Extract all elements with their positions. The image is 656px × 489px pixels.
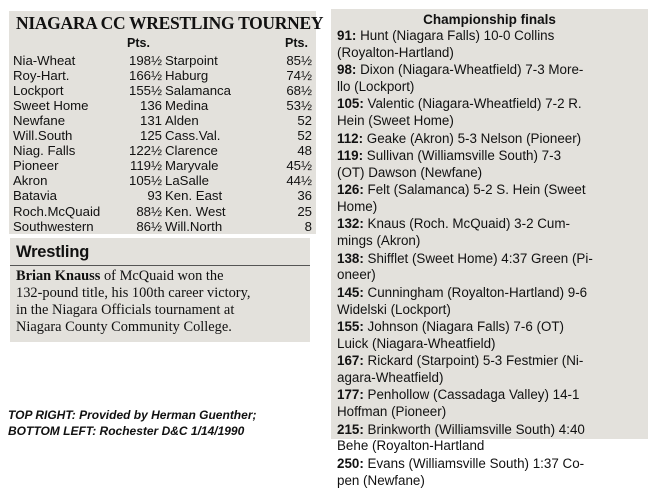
finals-entry xyxy=(337,96,647,130)
team-points: 52 xyxy=(297,113,312,129)
standings-row xyxy=(13,204,162,219)
standings-row xyxy=(165,53,312,68)
team-name: Ken. West xyxy=(165,203,226,219)
weight-class: 215: xyxy=(337,421,364,437)
finals-line xyxy=(337,251,647,268)
team-name: Maryvale xyxy=(165,158,219,174)
bout-result: Dixon (Niagara-Wheatfield) 7-3 More- xyxy=(360,62,584,78)
finals-entry xyxy=(337,28,647,62)
standings-row xyxy=(165,68,312,83)
standings-row xyxy=(13,83,162,98)
team-name: Newfane xyxy=(13,113,66,129)
team-points: 119½ xyxy=(129,158,162,174)
standings-clipping xyxy=(9,11,324,234)
team-name: Clarence xyxy=(165,143,218,159)
bout-result: Hunt (Niagara Falls) 10-0 Collins xyxy=(360,28,555,43)
standings-row xyxy=(165,128,312,143)
finals-entry xyxy=(337,285,647,319)
standings-row xyxy=(165,158,312,173)
team-points: 93 xyxy=(147,188,162,204)
finals-line: (OT) Dawson (Newfane) xyxy=(337,164,483,180)
standings-row xyxy=(165,113,312,128)
finals-entry xyxy=(337,387,647,421)
team-points: 52 xyxy=(297,128,312,144)
standings-row xyxy=(165,83,312,98)
team-name: Starpoint xyxy=(165,53,218,68)
team-points: 86½ xyxy=(136,218,162,234)
standings-row xyxy=(13,143,162,158)
pts-header-right: Pts. xyxy=(285,36,308,50)
team-name: Haburg xyxy=(165,68,209,84)
finals-line xyxy=(337,387,647,404)
standings-row xyxy=(165,98,312,113)
finals-line: pen (Newfane) xyxy=(337,472,425,488)
weight-class: 250: xyxy=(337,455,364,471)
finals-line: Hoffman (Pioneer) xyxy=(337,404,447,420)
finals-line xyxy=(337,182,647,199)
team-points: 36 xyxy=(297,188,312,204)
bout-result: Sullivan (Williamsville South) 7-3 xyxy=(366,148,562,163)
finals-entry xyxy=(337,182,647,216)
team-name: Alden xyxy=(165,113,199,129)
finals-line: (Royalton-Hartland) xyxy=(337,44,454,60)
bout-result: Valentic (Niagara-Wheatfield) 7-2 R. xyxy=(367,96,582,112)
finals-line: agara-Wheatfield) xyxy=(337,369,444,385)
team-name: Pioneer xyxy=(13,158,59,174)
team-points: 53½ xyxy=(286,98,312,114)
team-name: Akron xyxy=(13,173,48,189)
weight-class: 126: xyxy=(337,182,364,198)
note-heading: Wrestling xyxy=(16,243,90,261)
finals-line xyxy=(337,131,647,148)
finals-line xyxy=(337,422,647,439)
credit-caption xyxy=(8,407,328,439)
team-name: Roy-Hart. xyxy=(13,68,70,84)
team-points: 85½ xyxy=(286,53,312,68)
bout-result: Cunningham (Royalton-Hartland) 9-6 xyxy=(367,284,588,300)
team-points: 48 xyxy=(297,143,312,159)
finals-line: Widelski (Lockport) xyxy=(337,301,451,317)
weight-class: 112: xyxy=(337,130,364,146)
finals-entry xyxy=(337,353,647,387)
note-line: Niagara County Community College. xyxy=(16,319,232,335)
weight-class: 138: xyxy=(337,250,364,266)
finals-line: mings (Akron) xyxy=(337,233,421,249)
note-divider xyxy=(10,265,310,266)
bout-result: Knaus (Roch. McQuaid) 3-2 Cum- xyxy=(367,216,570,232)
team-name: Batavia xyxy=(13,188,57,204)
standings-row xyxy=(13,173,162,188)
team-points: 45½ xyxy=(286,158,312,174)
team-points: 155½ xyxy=(128,83,162,99)
finals-entry xyxy=(337,319,647,353)
finals-line xyxy=(337,96,647,113)
finals-entry xyxy=(337,251,647,285)
standings-row xyxy=(165,173,312,188)
standings-row xyxy=(165,204,312,219)
finals-line: llo (Lockport) xyxy=(337,78,415,94)
finals-line xyxy=(337,62,647,79)
team-name: LaSalle xyxy=(165,173,209,189)
finals-heading: Championship finals xyxy=(423,12,556,27)
team-name: Cass.Val. xyxy=(165,128,221,144)
finals-line: Home) xyxy=(337,198,378,214)
weight-class: 119: xyxy=(337,148,364,163)
finals-entry xyxy=(337,131,647,148)
finals-line xyxy=(337,319,647,336)
standings-title: NIAGARA CC WRESTLING TOURNEY xyxy=(16,13,324,33)
note-line: in the Niagara Officials tournament at xyxy=(16,302,235,318)
pts-header-left: Pts. xyxy=(127,36,150,50)
standings-row xyxy=(13,128,162,143)
finals-entry xyxy=(337,62,647,96)
team-points: 74½ xyxy=(286,68,312,84)
bout-result: Evans (Williamsville South) 1:37 Co- xyxy=(367,455,585,471)
standings-row xyxy=(13,219,162,234)
finals-line: Behe (Royalton-Hartland xyxy=(337,438,485,454)
team-points: 25 xyxy=(297,203,312,219)
standings-row xyxy=(13,98,162,113)
bout-result: Penhollow (Cassadaga Valley) 14-1 xyxy=(367,387,580,403)
bout-result: Rickard (Starpoint) 5-3 Festmier (Ni- xyxy=(367,353,584,369)
finals-entry xyxy=(337,148,647,182)
team-name: Nia-Wheat xyxy=(13,53,76,68)
standings-row xyxy=(165,143,312,158)
weight-class: 91: xyxy=(337,28,357,43)
team-points: 8 xyxy=(304,218,312,234)
standings-row xyxy=(165,188,312,203)
weight-class: 177: xyxy=(337,387,364,403)
standings-row xyxy=(13,158,162,173)
standings-row xyxy=(13,53,162,68)
team-name: Medina xyxy=(165,98,209,114)
weight-class: 145: xyxy=(337,284,364,300)
finals-line xyxy=(337,456,647,473)
team-points: 125 xyxy=(139,128,162,144)
standings-row xyxy=(165,219,312,234)
bout-result: Geake (Akron) 5-3 Nelson (Pioneer) xyxy=(366,130,582,146)
weight-class: 167: xyxy=(337,353,364,369)
team-points: 105½ xyxy=(128,173,162,189)
team-name: Southwestern xyxy=(13,218,94,234)
note-line: 132-pound title, his 100th career victory, xyxy=(16,285,251,301)
team-points: 198½ xyxy=(128,53,162,68)
team-name: Ken. East xyxy=(165,188,223,204)
finals-line xyxy=(337,285,647,302)
note-name: Brian Knauss xyxy=(16,268,101,284)
credit-line-2: BOTTOM LEFT: Rochester D&C 1/14/1990 xyxy=(8,424,245,438)
standings-row xyxy=(13,188,162,203)
finals-entry xyxy=(337,422,647,456)
team-points: 131 xyxy=(139,113,162,129)
finals-line xyxy=(337,28,647,45)
team-points: 68½ xyxy=(286,83,312,99)
standings-row xyxy=(13,113,162,128)
team-name: Will.North xyxy=(165,218,223,234)
finals-line: oneer) xyxy=(337,267,376,283)
team-name: Niag. Falls xyxy=(13,143,76,159)
finals-line xyxy=(337,353,647,370)
finals-entry xyxy=(337,216,647,250)
team-points: 44½ xyxy=(286,173,312,189)
bout-result: Felt (Salamanca) 5-2 S. Hein (Sweet xyxy=(367,182,586,198)
credit-line-1: TOP RIGHT: Provided by Herman Guenther; xyxy=(8,408,257,422)
finals-entry xyxy=(337,456,647,489)
note-line: of McQuaid won the xyxy=(100,268,224,284)
bout-result: Shifflet (Sweet Home) 4:37 Green (Pi- xyxy=(367,250,593,266)
team-name: Roch.McQuaid xyxy=(13,203,101,219)
finals-line: Luick (Niagara-Wheatfield) xyxy=(337,335,496,351)
team-name: Lockport xyxy=(13,83,64,99)
finals-line xyxy=(337,148,647,165)
weight-class: 98: xyxy=(337,62,357,78)
note-body xyxy=(16,268,308,336)
team-points: 122½ xyxy=(128,143,162,159)
championship-finals-clipping xyxy=(331,9,648,488)
team-points: 88½ xyxy=(136,203,162,219)
weight-class: 105: xyxy=(337,96,364,112)
team-name: Salamanca xyxy=(165,83,231,99)
bout-result: Brinkworth (Williamsville South) 4:40 xyxy=(367,421,585,437)
team-points: 166½ xyxy=(128,68,162,84)
team-name: Sweet Home xyxy=(13,98,89,114)
finals-line xyxy=(337,216,647,233)
weight-class: 155: xyxy=(337,319,364,334)
finals-line: Hein (Sweet Home) xyxy=(337,113,454,129)
weight-class: 132: xyxy=(337,216,364,232)
bout-result: Johnson (Niagara Falls) 7-6 (OT) xyxy=(367,319,565,334)
standings-row xyxy=(13,68,162,83)
team-points: 136 xyxy=(139,98,162,114)
wrestling-note-clipping xyxy=(10,238,310,342)
team-name: Will.South xyxy=(13,128,73,144)
